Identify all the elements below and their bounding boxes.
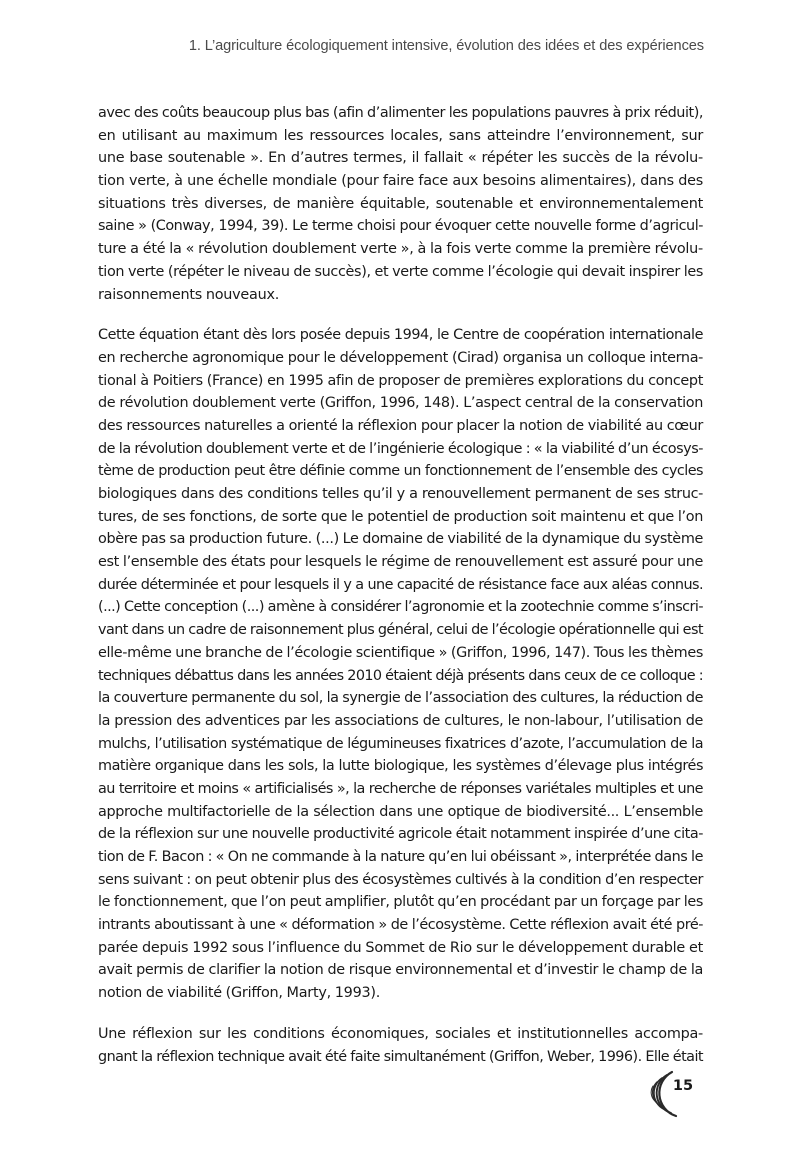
text-line: approche multifactorielle de la sélection dans une optique de biodiversité... L’ensemble (98, 803, 703, 820)
text-line: tion verte, à une échelle mondiale (pour faire face aux besoins alimentaires), dans des (98, 173, 703, 190)
text-line: biologiques dans des conditions telles qu’il y a renouvellement permanent de ses struc- (98, 486, 703, 502)
text-line: en recherche agronomique pour le développement (Cirad) organisa un colloque interna- (98, 349, 703, 366)
text-line: sens suivant : on peut obtenir plus des écosystèmes cultivés à la condition d’en respecter (98, 871, 703, 888)
text-line: est l’ensemble des états pour lesquels le régime de renouvellement est assuré pour une (98, 554, 703, 571)
paragraph (98, 1023, 703, 1068)
text-line: matière organique dans les sols, la lutte biologique, les systèmes d’élevage plus intégrés (98, 758, 703, 775)
text-line: techniques débattus dans les années 2010 étaient déjà présents dans ceux de ce colloque : (98, 667, 703, 684)
text-line: tème de production peut être définie comme un fonctionnement de l’ensemble des cycles (98, 463, 703, 480)
text-line: des ressources naturelles a orienté la réflexion pour placer la notion de viabilité au cœur (98, 417, 703, 434)
paragraph (98, 324, 703, 1005)
text-line: de la réflexion sur une nouvelle productivité agricole était notamment inspirée d’une cita- (98, 826, 703, 843)
text-line: Une réflexion sur les conditions économiques, sociales et institutionnelles accompa- (98, 1025, 703, 1042)
text-line: Cette équation étant dès lors posée depuis 1994, le Centre de coopération internationale (98, 327, 703, 344)
text-line: tional à Poitiers (France) en 1995 afin de proposer de premières explorations du concept (98, 372, 703, 389)
text-line: une base soutenable ». En d’autres termes, il fallait « répéter les succès de la révolu- (98, 150, 703, 167)
text-line: raisonnements nouveaux. (98, 286, 280, 303)
text-line: ture a été la « révolution doublement verte », à la fois verte comme la première révolu- (98, 241, 703, 258)
text-line: vant dans un cadre de raisonnement plus général, celui de l’écologie opérationnelle qui est (98, 622, 703, 639)
text-line: avait permis de clarifier la notion de risque environnemental et d’investir le champ de la (98, 962, 703, 979)
text-line: obère pas sa production future. (...) Le domaine de viabilité de la dynamique du système (98, 531, 703, 548)
text-line: tures, de ses fonctions, de sorte que le potentiel de production soit maintenu et que l’on (98, 508, 703, 525)
text-line: la couverture permanente du sol, la synergie de l’association des cultures, la réduction de (98, 690, 703, 707)
text-line: notion de viabilité (Griffon, Marty, 1993). (98, 985, 381, 1002)
body-text (98, 102, 703, 1086)
text-line: saine » (Conway, 1994, 39). Le terme choisi pour évoquer cette nouvelle forme d’agricul- (98, 218, 703, 235)
text-line: (...) Cette conception (...) amène à considérer l’agronomie et la zootechnie comme s’inscri- (98, 599, 703, 616)
text-line: au territoire et moins « artificialisés », la recherche de réponses variétales multiples et une (98, 780, 703, 797)
text-line: le fonctionnement, que l’on peut amplifier, plutôt qu’en procédant par un forçage par les (98, 894, 703, 911)
text-line: mulchs, l’utilisation systématique de légumineuses fixatrices d’azote, l’accumulation de la (98, 735, 703, 752)
page-number-mark (642, 1066, 708, 1122)
arc-ornament-icon (642, 1066, 708, 1122)
paragraph (98, 102, 703, 306)
page-number: 15 (672, 1078, 694, 1094)
text-line: situations très diverses, de manière équitable, soutenable et environnementalement (98, 195, 703, 212)
text-line: gnant la réflexion technique avait été faite simultanément (Griffon, Weber, 1996). Elle était (98, 1048, 703, 1065)
text-line: avec des coûts beaucoup plus bas (afin d’alimenter les populations pauvres à prix réduit), (98, 105, 703, 121)
text-line: de la révolution doublement verte et de l’ingénierie écologique : « la viabilité d’un écosys- (98, 440, 703, 457)
running-head: 1. L’agriculture écologiquement intensive, évolution des idées et des expériences (188, 38, 704, 54)
text-line: elle-même une branche de l’écologie scientifique » (Griffon, 1996, 147). Tous les thèmes (98, 644, 703, 661)
text-line: de révolution doublement verte (Griffon, 1996, 148). L’aspect central de la conservation (98, 395, 703, 412)
text-line: tion verte (répéter le niveau de succès), et verte comme l’écologie qui devait inspirer les (98, 263, 703, 280)
text-line: la pression des adventices par les associations de cultures, le non-labour, l’utilisation de (98, 712, 703, 729)
text-line: parée depuis 1992 sous l’influence du Sommet de Rio sur le développement durable et (98, 939, 703, 956)
text-line: durée déterminée et pour lesquels il y a une capacité de résistance face aux aléas connus. (98, 576, 703, 593)
text-line: tion de F. Bacon : « On ne commande à la nature qu’en lui obéissant », interprétée dans le (98, 849, 703, 865)
text-line: en utilisant au maximum les ressources locales, sans atteindre l’environnement, sur (98, 127, 703, 144)
text-line: intrants aboutissant à une « déformation » de l’écosystème. Cette réflexion avait été pré- (98, 917, 703, 934)
